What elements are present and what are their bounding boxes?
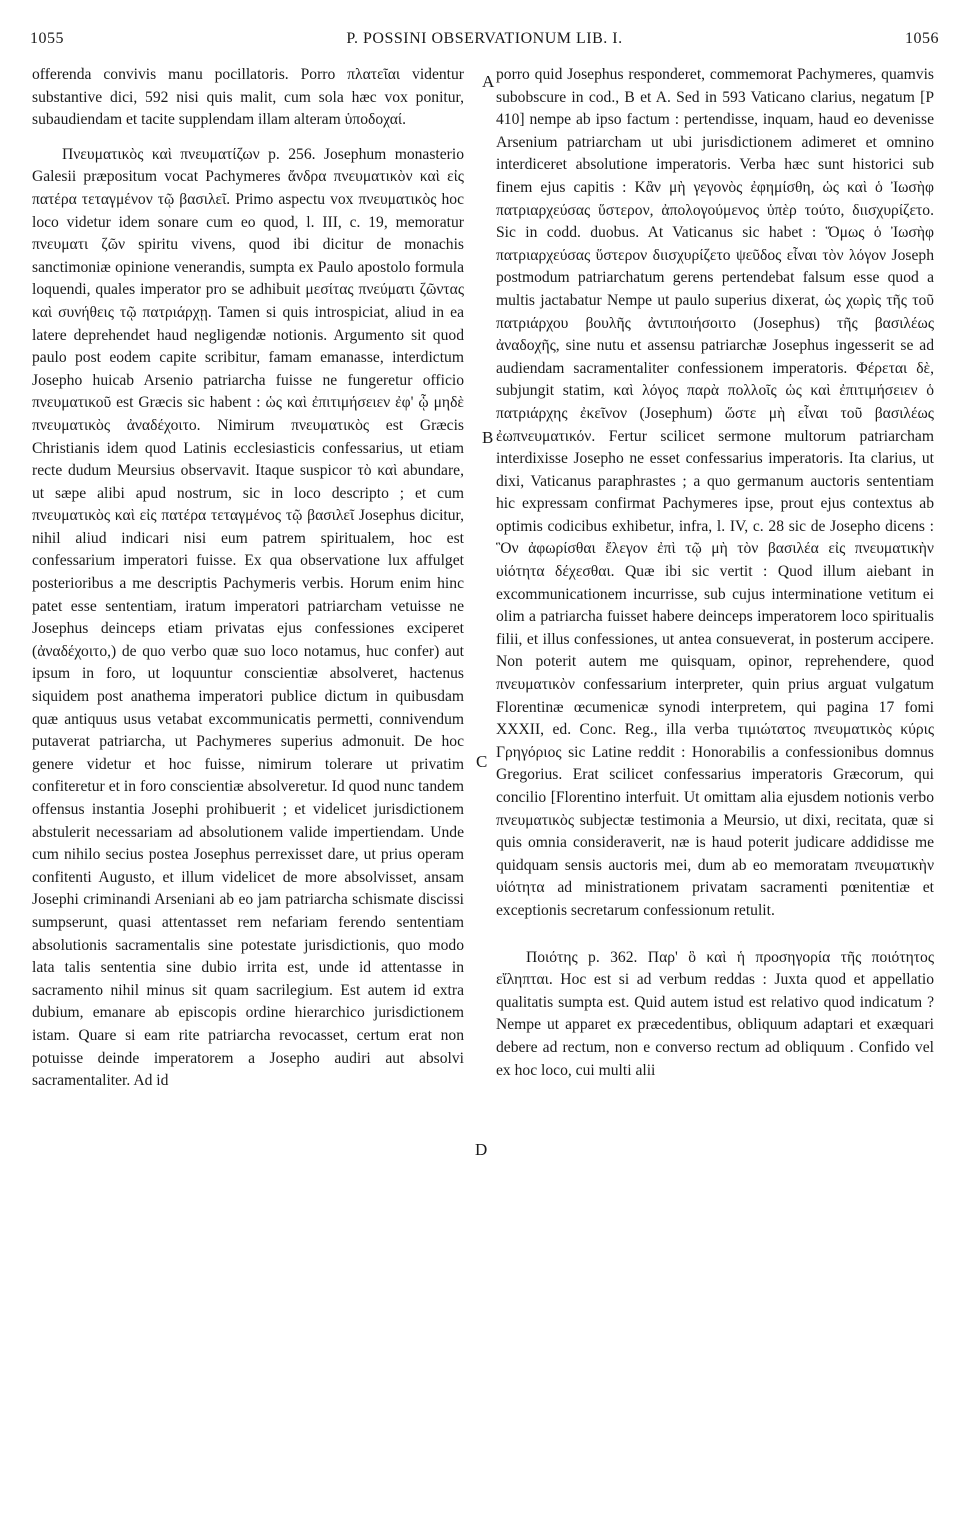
- right-paragraph-1: porro quid Josephus responderet, commemorat Pachymeres, quamvis subobscure in cod., B et A. Sed in 593 Vaticano clarius, negatum [P 410] nempe ab ipso factum : pertendisse, inquam, haud eo devenisse Arsenium patriarcham ut ubi jurisdictionem adimeret et omnino interdiceret absolutione imperatoris. Verba hæc sunt historici sub finem ejus capitis : Κἂν μὴ γεγονὸς ἐφημίσθη, ὡς καὶ ὁ Ἰωσὴφ πατριαρχεύσας ὕστερον, ἀπολογούμενος ὑπὲρ τούτο, διισχυρίζετο. Sic in codd. duobus. At Vaticanus sic habet : Ὅμως ὁ Ἰωσὴφ πατριαρχεύσας ὕστερον διισχυρίζετο ψεῦδος εἶναι τὸν λόγον Joseph postmodum patriarchatum gerens pertendebat falsum esse quod a multis jactabatur Nempe ut paulo superius dixerat, ὡς χωρὶς τῆς τοῦ πατριάρχου βουλῆς ἀντιποιήσοιτο (Josephus) τῆς βασιλέως ἀναδοχῆς, sine nutu et assensu patriarchæ Josephus ingesserit se ad audiendam sacramentaliter confessionem imperatoris. Φέρεται δὲ, subjungit statim, καὶ λόγος παρὰ πολλοῖς ὡς καὶ ἐπιτιμήσειεν ὁ πατριάρχης ἐκεῖνον (Josephum) ὥστε μὴ εἶναι τοῦ βασιλέως ἐωπνευματικόν. Fertur scilicet sermone multorum patriarcham interdixisse Josepho ne esset confessarius imperatoris. Ita clarius, ut dixi, Vaticanus paraphrastes ; a quo germanum auctoris sententiam hic expressam confirmat Pachymeres ipse, prout ejus contextus ab optimis codicibus exhibetur, infra, l. IV, c. 28 sic de Josepho dicens : Ὃν ἀφωρίσθαι ἔλεγον ἐπὶ τῷ μὴ τὸν βασιλέα εἰς πνευματικὴν υἱότητα δέχεσθαι. Quæ ibi sic vertit : Quod illum aiebant in excommunicationem incurrisse, sub cujus interminatione vetitum ei olim a patriarcha fuisset habere deinceps imperatorem loco spiritualis filii, et illus confessiones, ut antea consueverat, in posterum accipere. Non poterit autem me quisquam, opinor, reprehendere, quod πνευματικὸν confessarium interpreter, quin prius arguat vulgatum Florentinæ œcumenicæ synodi interpretem, qui pagina 17 fomi XXXII, ed. Conc. Reg., illa verba τιμιώτατος πνευματικὸς κύρις Γρηγόριος sic Latine reddit : Honorabilis a confessionibus domnus Gregorius. Erat scilicet confessarius imperatoris Græcorum, qui concilio [Florentino interfuit. Ut omittam alia ejusdem notionis verbo πνευματικὸς subjectæ testimonia a Meursio, ut dixi, recitata, quæ si quis omnia consideraverit, næ is haud poterit judicare addidisse me quidquam sensis auctoris mei, dum ab eo memoratam πνευματικὴν υἱότητα ad ministrationem privatam sacramenti pœnitentiæ et exceptionis secretarum confessionum retulit.: [496, 66, 934, 919]
- margin-marker-b: B: [482, 428, 494, 447]
- page-number-left: 1055: [30, 30, 64, 47]
- right-paragraph-2: Ποιότης p. 362. Παρ' ὃ καὶ ἡ προσηγορία τῆς ποιότητος εἴληπται. Hoc est si ad verbum reddas : Juxta quod et appellatio qualitatis sumpta est. Quid autem istud est relativo quod indicatum ? Nempe ut apparet ex præcedentibus, obliquum adaptari et exæquari debere ad rectum, non e converso rectum ad obliquum . Confido vel ex hoc loco, cui multi alii: [496, 948, 934, 1079]
- margin-marker-c: C: [476, 752, 488, 771]
- page-header: [30, 30, 939, 58]
- left-column: [32, 64, 464, 1093]
- left-paragraph-1: offerenda convivis manu pocillatoris. Porro πλατεῖαι videntur substantive dici, 592 nisi quis malit, cum sola hæc vox ponitur, subaudiendam et tacite supplendam illam alteram ὑποδοχαί.: [32, 66, 464, 129]
- margin-marker-a: A: [482, 72, 495, 91]
- running-title: P. POSSINI OBSERVATIONUM LIB. I.: [346, 30, 623, 47]
- page-number-right: 1056: [905, 30, 939, 47]
- left-paragraph-2: Πνευματικὸς καὶ πνευματίζων p. 256. Josephum monasterio Galesii præpositum vocat Pachymeres ἄνδρα πνευματικὸν καὶ εἰς πατέρα τεταγμένον τῷ βασιλεῖ. Primo aspectu vox πνευματικὸς hoc loco videtur idem sonare cum eo quod, l. III, c. 19, memoratur πνευματι ζῶν spiritu vivens, quod ibi dicitur de monachis sanctimoniæ opinione venerandis, sumpta ex Paulo apostolo formula loquendi, quales imperator pro se adhibuit μεσίτας πνεύματι ζῶντας καὶ συνήθεις τῷ πατριάρχῃ. Tamen si quis introspiciat, aliud in ea latere deprehendet haud negligendæ notionis. Argumento sit quod paulo post eodem capite scribitur, famam emanasse, interdictum Josepho huicab Arsenio patriarcha fuisse ne fungeretur officio πνευματικοῦ est Græcis sic habent : ὡς καὶ ἐπιτιμήσειεν ἐφ' ᾧ μηδὲ πνευματικὸς ἀναδέχοιτο. Nimirum πνευματικὸς est Græcis Christianis idem quod Latinis ecclesiasticis confessarius, ut etiam recte dudum Meursius observavit. Itaque suspicor τὸ καὶ abundare, ut sæpe alibi apud nostrum, sic in loco descripto ; et cum πνευματικὸς καὶ εἰς πατέρα τεταγμένος τῷ βασιλεῖ Josephus dicitur, nihil aliud indicari nisi eum patrem spiritualem, hoc est confessarium imperatori fuisse. Ex qua observatione lux affulget posterioribus a me descriptis Pachymeris verbis. Horum enim hinc patet esse sententiam, iratum imperatori patriarcham vetuisse ne Josephus deinceps etiam privatas ejus confessiones exciperet (ἀναδέχοιτο,) de quo verbo quæ suo loco notamus, huc confer) aut ipsum in foro, ut loquuntur conscientiæ absolveret, hactenus siquidem post anathema imperatori publice dictum in quibusdam quæ antiquus usus vetabat excommunicatis permetti, connivendum putaverat patriarcha, ut Pachymeres superius admonuit. De hoc genere videtur et hoc fuisse, nimirum tolerare ut privatim confiteretur et in foro conscientiæ absolveretur. Id quod nunc tandem offensus instantia Josephi prohibuerit ; et videlicet jurisdictionem abstulerit necessariam ad absolutionem valide impertiendam. Unde cum nihilo secius postea Josephus perrexisset dare, ut prius operam confitenti Augusto, et illum videlicet de more absolvisset, ansam Josephi criminandi Arseniani ab eo jam patriarcha schismate discissi sumpserunt, quasi attentasset rem nefariam ferendo sententiam absolutionis sacramentalis sine potestate jurisdictionis, quo modo lata talis sententia sine dubio irrita est, unde id attentasse in sacramento nihil minus sit quam sacrilegium. Est autem id extra dubium, emanare ab episcopis ordine hierarchico jurisdictionem istam. Quare si eam rite patriarcha revocasset, certum erat non potuisse deinde imperatorem a Josepho audiri aut absolvi sacramentaliter. Ad id: [32, 145, 464, 1090]
- margin-marker-d: D: [475, 1140, 488, 1159]
- right-column: [496, 64, 934, 1082]
